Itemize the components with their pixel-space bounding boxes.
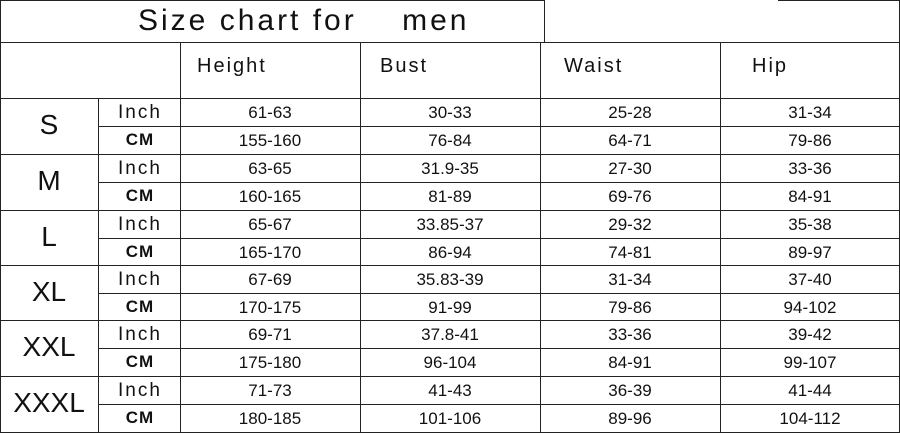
cell-bust-inch: 41-43 [428, 381, 472, 400]
cell-height-inch: 69-71 [248, 325, 292, 344]
unit-label-inch: Inch [118, 269, 162, 290]
cell-hip-inch: 31-34 [788, 103, 832, 122]
cell-height-inch: 61-63 [248, 103, 292, 122]
cell-waist-cm: 89-96 [608, 409, 652, 428]
cell-height-cm: 175-180 [238, 353, 302, 372]
unit-label-cm: CM [125, 297, 155, 316]
unit-label-cm: CM [125, 186, 155, 205]
cell-waist-inch: 25-28 [608, 103, 652, 122]
cell-height-inch: 71-73 [248, 381, 292, 400]
cell-waist-inch: 27-30 [608, 159, 652, 178]
cell-bust-inch: 35.83-39 [416, 270, 484, 289]
cell-hip-cm: 94-102 [783, 298, 837, 317]
unit-label-inch: Inch [118, 214, 162, 235]
cell-bust-cm: 91-99 [428, 298, 472, 317]
cell-bust-cm: 76-84 [428, 131, 472, 150]
cell-hip-cm: 99-107 [783, 353, 837, 372]
size-label: XL [31, 276, 67, 307]
unit-label-cm: CM [125, 352, 155, 371]
cell-waist-inch: 36-39 [608, 381, 652, 400]
cell-waist-inch: 29-32 [608, 215, 652, 234]
cell-bust-inch: 30-33 [428, 103, 472, 122]
cell-waist-cm: 64-71 [608, 131, 652, 150]
size-label: M [37, 165, 61, 196]
cell-waist-cm: 69-76 [608, 187, 652, 206]
cell-height-cm: 170-175 [238, 298, 302, 317]
unit-label-inch: Inch [118, 102, 162, 123]
chart-title-cell [98, 0, 544, 42]
cell-hip-cm: 104-112 [779, 409, 841, 428]
cell-waist-inch: 31-34 [608, 270, 652, 289]
unit-label-inch: Inch [118, 158, 162, 179]
cell-hip-cm: 79-86 [788, 131, 832, 150]
cell-height-cm: 160-165 [238, 187, 302, 206]
cell-hip-inch: 39-42 [788, 325, 832, 344]
cell-height-cm: 165-170 [238, 243, 302, 262]
cell-bust-cm: 101-106 [418, 409, 482, 428]
unit-label-cm: CM [125, 242, 155, 261]
cell-hip-inch: 33-36 [788, 159, 832, 178]
cell-waist-cm: 74-81 [608, 243, 652, 262]
header-bust: Bust [380, 55, 429, 77]
unit-label-cm: CM [125, 408, 155, 427]
cell-bust-inch: 37.8-41 [421, 325, 479, 344]
cell-bust-cm: 96-104 [423, 353, 477, 372]
header-height: Height [197, 55, 267, 77]
cell-waist-inch: 33-36 [608, 325, 652, 344]
size-label: XXL [22, 331, 76, 362]
cell-waist-cm: 84-91 [608, 353, 652, 372]
cell-height-inch: 63-65 [248, 159, 292, 178]
size-label: S [39, 109, 59, 140]
cell-bust-inch: 31.9-35 [421, 159, 479, 178]
unit-label-inch: Inch [118, 380, 162, 401]
size-label: L [41, 221, 57, 252]
cell-waist-cm: 79-86 [608, 298, 652, 317]
chart-title: Size chart for men [138, 4, 470, 37]
unit-label-inch: Inch [118, 324, 162, 345]
header-waist: Waist [564, 55, 624, 77]
unit-label-cm: CM [125, 130, 155, 149]
cell-height-inch: 65-67 [248, 215, 292, 234]
size-label: XXXL [13, 387, 85, 418]
cell-bust-cm: 81-89 [428, 187, 472, 206]
cell-hip-inch: 41-44 [788, 381, 832, 400]
cell-hip-inch: 35-38 [788, 215, 832, 234]
cell-height-cm: 180-185 [238, 409, 302, 428]
cell-bust-inch: 33.85-37 [416, 215, 484, 234]
cell-height-inch: 67-69 [248, 270, 292, 289]
cell-hip-cm: 84-91 [788, 187, 832, 206]
cell-hip-cm: 89-97 [788, 243, 832, 262]
header-hip: Hip [752, 55, 789, 77]
cell-hip-inch: 37-40 [788, 270, 832, 289]
cell-bust-cm: 86-94 [428, 243, 472, 262]
cell-height-cm: 155-160 [238, 131, 302, 150]
